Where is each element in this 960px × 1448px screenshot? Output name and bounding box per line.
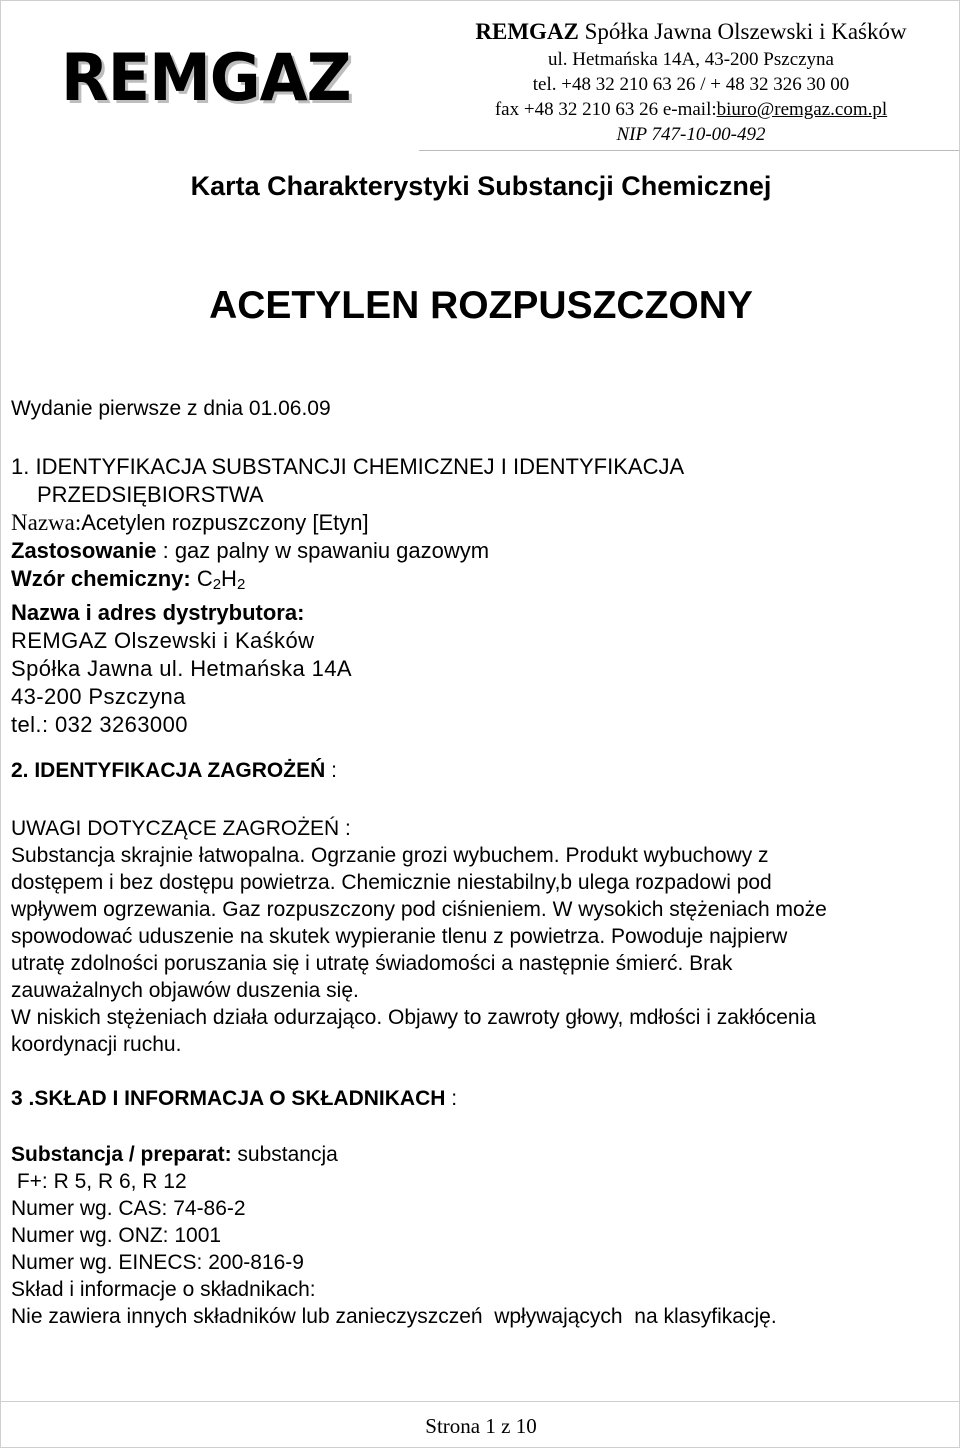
section-2-heading (11, 759, 337, 783)
section-2-body (11, 815, 951, 1058)
company-info (421, 17, 960, 147)
company-address: ul. Hetmańska 14A, 43-200 Pszczyna (548, 49, 834, 70)
section-2-heading-rest: : (325, 759, 337, 782)
distributor-label (11, 599, 684, 627)
email-link[interactable]: biuro@remgaz.com.pl (716, 99, 888, 120)
hazard-line: W niskich stężeniach działa odurzająco. Objawy to zawroty głowy, mdłości i zakłócenia (11, 1006, 816, 1029)
product-name-row (11, 509, 684, 537)
company-logo: REMGAZ (61, 39, 351, 116)
company-name (421, 17, 960, 47)
use-value: : gaz palny w spawaniu gazowym (156, 538, 490, 563)
company-name-bold: REMGAZ (475, 19, 579, 44)
section-3-heading (11, 1087, 457, 1111)
hazard-line: dostępem i bez dostępu powietrza. Chemicznie niestabilny,b ulega rozpadowi pod (11, 871, 772, 894)
distributor-label-text: Nazwa i adres dystrybutora: (11, 600, 305, 625)
header-divider (419, 150, 959, 151)
company-nip: NIP 747-10-00-492 (616, 124, 766, 145)
substance-label: Substancja / preparat: (11, 1143, 232, 1166)
substance-row (11, 1141, 777, 1168)
distributor-line: REMGAZ Olszewski i Kaśków (11, 628, 315, 653)
section-2-heading-bold: 2. IDENTYFIKACJA ZAGROŻEŃ (11, 759, 326, 782)
hazard-line: spowodować uduszenie na skutek wypieranie tlenu z powietrza. Powoduje najpierw (11, 925, 788, 948)
hazard-line: Substancja skrajnie łatwopalna. Ogrzanie grozi wybuchem. Produkt wybuchowy z (11, 844, 769, 867)
hazard-line: koordynacji ruchu. (11, 1033, 182, 1056)
composition-line: F+: R 5, R 6, R 12 (11, 1170, 187, 1193)
composition-line: Numer wg. CAS: 74-86-2 (11, 1197, 246, 1220)
formula-label: Wzór chemiczny: (11, 566, 197, 591)
section-1-heading: 1. IDENTYFIKACJA SUBSTANCJI CHEMICZNEJ I IDENTYFIKACJA (11, 454, 685, 479)
footer-divider (1, 1401, 960, 1402)
formula-row (11, 565, 684, 599)
distributor-line: 43-200 Pszczyna (11, 684, 186, 709)
section-1-heading-cont: PRZEDSIĘBIORSTWA (37, 482, 264, 507)
document-title: Karta Charakterystyki Substancji Chemicznej (190, 171, 772, 201)
composition-line: Numer wg. EINECS: 200-816-9 (11, 1251, 304, 1274)
issue-date: Wydanie pierwsze z dnia 01.06.09 (11, 397, 331, 420)
hazards-subheading: UWAGI DOTYCZĄCE ZAGROŻEŃ : (11, 817, 351, 840)
composition-line: Nie zawiera innych składników lub zanieczyszczeń wpływających na klasyfikację. (11, 1305, 777, 1328)
company-name-rest: Spółka Jawna Olszewski i Kaśków (578, 19, 907, 44)
company-phone: tel. +48 32 210 63 26 / + 48 32 326 30 00 (532, 74, 850, 95)
section-3-body (11, 1141, 777, 1330)
substance-value: substancja (231, 1143, 338, 1166)
distributor-line: Spółka Jawna ul. Hetmańska 14A (11, 656, 352, 681)
distributor-line: tel.: 032 3263000 (11, 712, 188, 737)
company-fax-email (421, 97, 960, 122)
formula-c-sub: 2 (212, 576, 222, 593)
name-value: Acetylen rozpuszczony [Etyn] (81, 510, 369, 535)
page-number: Strona 1 z 10 (425, 1414, 537, 1438)
hazard-line: zauważalnych objawów duszenia się. (11, 979, 359, 1002)
hazard-line: wpływem ogrzewania. Gaz rozpuszczony pod ciśnieniem. W wysokich stężeniach może (11, 898, 827, 921)
composition-line: Numer wg. ONZ: 1001 (11, 1224, 222, 1247)
product-name: ACETYLEN ROZPUSZCZONY (209, 284, 753, 327)
name-label: Nazwa: (11, 510, 82, 535)
hazard-line: utratę zdolności poruszania się i utratę świadomości a następnie śmierć. Brak (11, 952, 733, 975)
formula-c: C (196, 566, 213, 591)
composition-line: Skład i informacje o składnikach: (11, 1278, 316, 1301)
section-1 (11, 453, 684, 739)
section-3-heading-bold: 3 .SKŁAD I INFORMACJA O SKŁADNIKACH (11, 1087, 446, 1110)
formula-h: H (221, 566, 237, 591)
formula-h-sub: 2 (236, 576, 246, 593)
section-3-heading-rest: : (445, 1087, 458, 1110)
use-label: Zastosowanie (11, 538, 157, 563)
use-row (11, 537, 684, 565)
company-fax: fax +48 32 210 63 26 e-mail: (494, 99, 717, 120)
